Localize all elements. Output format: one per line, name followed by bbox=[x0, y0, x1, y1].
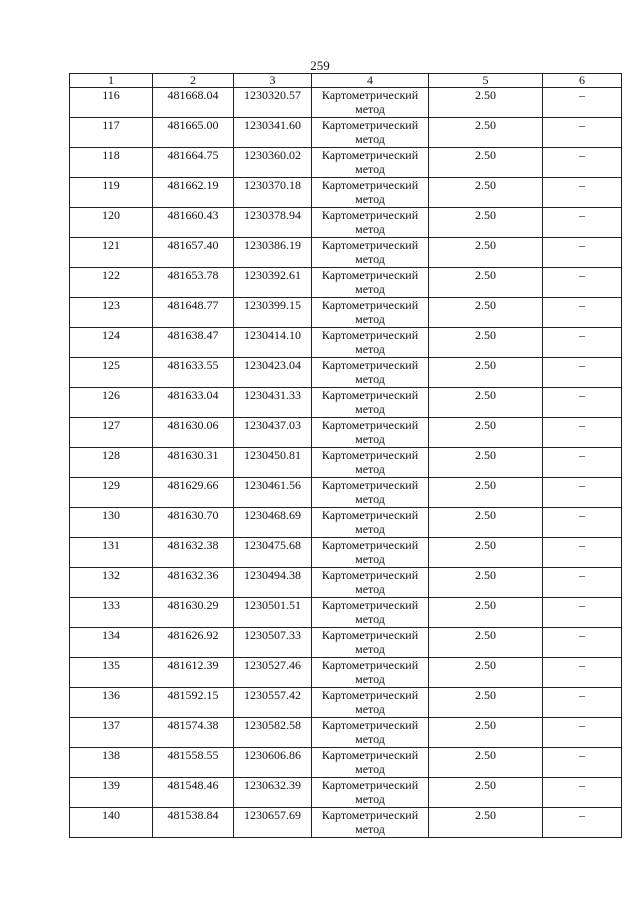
x-coordinate-cell: 481648.77 bbox=[153, 298, 234, 328]
method-line-2: метод bbox=[355, 732, 385, 746]
method-line-2: метод bbox=[355, 162, 385, 176]
table-row bbox=[70, 748, 622, 778]
x-coordinate-cell: 481612.39 bbox=[153, 658, 234, 688]
point-number-cell: 124 bbox=[70, 328, 153, 358]
method-line-2: метод bbox=[355, 762, 385, 776]
y-coordinate-cell: 1230501.51 bbox=[234, 598, 312, 628]
accuracy-cell: 2.50 bbox=[429, 718, 543, 748]
column-header-2: 2 bbox=[153, 74, 234, 88]
table-row bbox=[70, 478, 622, 508]
note-cell: – bbox=[543, 208, 622, 238]
point-number-cell: 128 bbox=[70, 448, 153, 478]
note-cell: – bbox=[543, 298, 622, 328]
note-cell: – bbox=[543, 88, 622, 118]
method-cell bbox=[312, 268, 429, 298]
method-line-2: метод bbox=[355, 342, 385, 356]
note-cell: – bbox=[543, 418, 622, 448]
method-cell bbox=[312, 778, 429, 808]
method-cell bbox=[312, 208, 429, 238]
table-row bbox=[70, 148, 622, 178]
table-row bbox=[70, 178, 622, 208]
y-coordinate-cell: 1230360.02 bbox=[234, 148, 312, 178]
method-cell bbox=[312, 88, 429, 118]
method-line-1: Картометрический bbox=[321, 268, 419, 282]
method-cell bbox=[312, 508, 429, 538]
note-cell: – bbox=[543, 388, 622, 418]
y-coordinate-cell: 1230341.60 bbox=[234, 118, 312, 148]
note-cell: – bbox=[543, 148, 622, 178]
method-line-2: метод bbox=[355, 792, 385, 806]
note-cell: – bbox=[543, 118, 622, 148]
note-cell: – bbox=[543, 658, 622, 688]
y-coordinate-cell: 1230475.68 bbox=[234, 538, 312, 568]
method-line-1: Картометрический bbox=[321, 178, 419, 192]
table-row bbox=[70, 448, 622, 478]
point-number-cell: 125 bbox=[70, 358, 153, 388]
x-coordinate-cell: 481592.15 bbox=[153, 688, 234, 718]
x-coordinate-cell: 481638.47 bbox=[153, 328, 234, 358]
method-line-1: Картометрический bbox=[321, 148, 419, 162]
accuracy-cell: 2.50 bbox=[429, 298, 543, 328]
note-cell: – bbox=[543, 328, 622, 358]
x-coordinate-cell: 481660.43 bbox=[153, 208, 234, 238]
x-coordinate-cell: 481633.55 bbox=[153, 358, 234, 388]
method-cell bbox=[312, 808, 429, 838]
method-line-2: метод bbox=[355, 492, 385, 506]
y-coordinate-cell: 1230494.38 bbox=[234, 568, 312, 598]
method-cell bbox=[312, 598, 429, 628]
table-row bbox=[70, 358, 622, 388]
method-cell bbox=[312, 358, 429, 388]
note-cell: – bbox=[543, 238, 622, 268]
accuracy-cell: 2.50 bbox=[429, 478, 543, 508]
x-coordinate-cell: 481633.04 bbox=[153, 388, 234, 418]
x-coordinate-cell: 481662.19 bbox=[153, 178, 234, 208]
accuracy-cell: 2.50 bbox=[429, 778, 543, 808]
accuracy-cell: 2.50 bbox=[429, 148, 543, 178]
method-line-2: метод bbox=[355, 822, 385, 836]
coordinates-table bbox=[69, 73, 622, 838]
method-line-2: метод bbox=[355, 222, 385, 236]
method-line-2: метод bbox=[355, 552, 385, 566]
method-cell bbox=[312, 568, 429, 598]
x-coordinate-cell: 481548.46 bbox=[153, 778, 234, 808]
point-number-cell: 126 bbox=[70, 388, 153, 418]
method-line-1: Картометрический bbox=[321, 238, 419, 252]
note-cell: – bbox=[543, 748, 622, 778]
x-coordinate-cell: 481558.55 bbox=[153, 748, 234, 778]
point-number-cell: 132 bbox=[70, 568, 153, 598]
method-cell bbox=[312, 238, 429, 268]
x-coordinate-cell: 481632.36 bbox=[153, 568, 234, 598]
accuracy-cell: 2.50 bbox=[429, 688, 543, 718]
accuracy-cell: 2.50 bbox=[429, 448, 543, 478]
point-number-cell: 122 bbox=[70, 268, 153, 298]
point-number-cell: 136 bbox=[70, 688, 153, 718]
point-number-cell: 127 bbox=[70, 418, 153, 448]
point-number-cell: 123 bbox=[70, 298, 153, 328]
note-cell: – bbox=[543, 448, 622, 478]
x-coordinate-cell: 481630.29 bbox=[153, 598, 234, 628]
method-line-1: Картометрический bbox=[321, 448, 419, 462]
table-row bbox=[70, 328, 622, 358]
column-header-4: 4 bbox=[312, 74, 429, 88]
method-line-1: Картометрический bbox=[321, 118, 419, 132]
y-coordinate-cell: 1230450.81 bbox=[234, 448, 312, 478]
method-cell bbox=[312, 628, 429, 658]
y-coordinate-cell: 1230461.56 bbox=[234, 478, 312, 508]
x-coordinate-cell: 481630.31 bbox=[153, 448, 234, 478]
method-line-1: Картометрический bbox=[321, 778, 419, 792]
accuracy-cell: 2.50 bbox=[429, 418, 543, 448]
y-coordinate-cell: 1230437.03 bbox=[234, 418, 312, 448]
y-coordinate-cell: 1230370.18 bbox=[234, 178, 312, 208]
method-line-2: метод bbox=[355, 522, 385, 536]
x-coordinate-cell: 481665.00 bbox=[153, 118, 234, 148]
y-coordinate-cell: 1230527.46 bbox=[234, 658, 312, 688]
column-header-1: 1 bbox=[70, 74, 153, 88]
point-number-cell: 120 bbox=[70, 208, 153, 238]
accuracy-cell: 2.50 bbox=[429, 598, 543, 628]
y-coordinate-cell: 1230386.19 bbox=[234, 238, 312, 268]
x-coordinate-cell: 481653.78 bbox=[153, 268, 234, 298]
table-row bbox=[70, 658, 622, 688]
x-coordinate-cell: 481668.04 bbox=[153, 88, 234, 118]
accuracy-cell: 2.50 bbox=[429, 568, 543, 598]
accuracy-cell: 2.50 bbox=[429, 268, 543, 298]
x-coordinate-cell: 481632.38 bbox=[153, 538, 234, 568]
method-cell bbox=[312, 418, 429, 448]
method-line-2: метод bbox=[355, 432, 385, 446]
accuracy-cell: 2.50 bbox=[429, 208, 543, 238]
note-cell: – bbox=[543, 478, 622, 508]
method-line-1: Картометрический bbox=[321, 358, 419, 372]
method-line-1: Картометрический bbox=[321, 298, 419, 312]
x-coordinate-cell: 481538.84 bbox=[153, 808, 234, 838]
point-number-cell: 118 bbox=[70, 148, 153, 178]
note-cell: – bbox=[543, 598, 622, 628]
point-number-cell: 133 bbox=[70, 598, 153, 628]
method-line-2: метод bbox=[355, 582, 385, 596]
accuracy-cell: 2.50 bbox=[429, 118, 543, 148]
method-line-2: метод bbox=[355, 192, 385, 206]
point-number-cell: 131 bbox=[70, 538, 153, 568]
accuracy-cell: 2.50 bbox=[429, 508, 543, 538]
accuracy-cell: 2.50 bbox=[429, 238, 543, 268]
table-row bbox=[70, 598, 622, 628]
method-line-1: Картометрический bbox=[321, 628, 419, 642]
x-coordinate-cell: 481657.40 bbox=[153, 238, 234, 268]
note-cell: – bbox=[543, 268, 622, 298]
table-row bbox=[70, 568, 622, 598]
y-coordinate-cell: 1230468.69 bbox=[234, 508, 312, 538]
y-coordinate-cell: 1230320.57 bbox=[234, 88, 312, 118]
y-coordinate-cell: 1230399.15 bbox=[234, 298, 312, 328]
method-line-1: Картометрический bbox=[321, 508, 419, 522]
method-line-1: Картометрический bbox=[321, 718, 419, 732]
method-line-2: метод bbox=[355, 372, 385, 386]
y-coordinate-cell: 1230378.94 bbox=[234, 208, 312, 238]
note-cell: – bbox=[543, 778, 622, 808]
accuracy-cell: 2.50 bbox=[429, 88, 543, 118]
method-line-1: Картометрический bbox=[321, 208, 419, 222]
method-line-2: метод bbox=[355, 672, 385, 686]
method-cell bbox=[312, 718, 429, 748]
table-header-row bbox=[70, 74, 622, 88]
column-header-5: 5 bbox=[429, 74, 543, 88]
method-cell bbox=[312, 538, 429, 568]
accuracy-cell: 2.50 bbox=[429, 808, 543, 838]
note-cell: – bbox=[543, 568, 622, 598]
note-cell: – bbox=[543, 178, 622, 208]
method-line-1: Картометрический bbox=[321, 688, 419, 702]
x-coordinate-cell: 481626.92 bbox=[153, 628, 234, 658]
method-line-1: Картометрический bbox=[321, 748, 419, 762]
accuracy-cell: 2.50 bbox=[429, 538, 543, 568]
table-row bbox=[70, 538, 622, 568]
method-cell bbox=[312, 388, 429, 418]
point-number-cell: 117 bbox=[70, 118, 153, 148]
point-number-cell: 140 bbox=[70, 808, 153, 838]
method-line-2: метод bbox=[355, 612, 385, 626]
note-cell: – bbox=[543, 628, 622, 658]
y-coordinate-cell: 1230657.69 bbox=[234, 808, 312, 838]
note-cell: – bbox=[543, 508, 622, 538]
table-row bbox=[70, 268, 622, 298]
y-coordinate-cell: 1230632.39 bbox=[234, 778, 312, 808]
point-number-cell: 129 bbox=[70, 478, 153, 508]
table-row bbox=[70, 718, 622, 748]
method-line-1: Картометрический bbox=[321, 388, 419, 402]
y-coordinate-cell: 1230507.33 bbox=[234, 628, 312, 658]
y-coordinate-cell: 1230423.04 bbox=[234, 358, 312, 388]
table-row bbox=[70, 238, 622, 268]
point-number-cell: 119 bbox=[70, 178, 153, 208]
accuracy-cell: 2.50 bbox=[429, 178, 543, 208]
table-row bbox=[70, 778, 622, 808]
method-line-2: метод bbox=[355, 702, 385, 716]
point-number-cell: 139 bbox=[70, 778, 153, 808]
note-cell: – bbox=[543, 538, 622, 568]
method-cell bbox=[312, 148, 429, 178]
method-line-1: Картометрический bbox=[321, 568, 419, 582]
point-number-cell: 135 bbox=[70, 658, 153, 688]
method-cell bbox=[312, 298, 429, 328]
y-coordinate-cell: 1230392.61 bbox=[234, 268, 312, 298]
method-cell bbox=[312, 178, 429, 208]
method-line-1: Картометрический bbox=[321, 328, 419, 342]
accuracy-cell: 2.50 bbox=[429, 748, 543, 778]
x-coordinate-cell: 481664.75 bbox=[153, 148, 234, 178]
accuracy-cell: 2.50 bbox=[429, 658, 543, 688]
column-header-6: 6 bbox=[543, 74, 622, 88]
method-cell bbox=[312, 658, 429, 688]
table-row bbox=[70, 208, 622, 238]
table-row bbox=[70, 808, 622, 838]
method-cell bbox=[312, 748, 429, 778]
accuracy-cell: 2.50 bbox=[429, 328, 543, 358]
table-row bbox=[70, 298, 622, 328]
y-coordinate-cell: 1230582.58 bbox=[234, 718, 312, 748]
method-line-1: Картометрический bbox=[321, 598, 419, 612]
table-row bbox=[70, 688, 622, 718]
method-line-2: метод bbox=[355, 402, 385, 416]
note-cell: – bbox=[543, 358, 622, 388]
point-number-cell: 137 bbox=[70, 718, 153, 748]
page-number: 259 bbox=[310, 58, 330, 73]
y-coordinate-cell: 1230414.10 bbox=[234, 328, 312, 358]
method-line-2: метод bbox=[355, 102, 385, 116]
note-cell: – bbox=[543, 718, 622, 748]
table-row bbox=[70, 88, 622, 118]
method-line-1: Картометрический bbox=[321, 808, 419, 822]
method-line-2: метод bbox=[355, 312, 385, 326]
table-body bbox=[70, 88, 622, 838]
note-cell: – bbox=[543, 688, 622, 718]
point-number-cell: 134 bbox=[70, 628, 153, 658]
method-line-1: Картометрический bbox=[321, 478, 419, 492]
method-line-2: метод bbox=[355, 642, 385, 656]
method-line-2: метод bbox=[355, 462, 385, 476]
table-row bbox=[70, 418, 622, 448]
method-line-1: Картометрический bbox=[321, 88, 419, 102]
x-coordinate-cell: 481574.38 bbox=[153, 718, 234, 748]
method-cell bbox=[312, 688, 429, 718]
table-row bbox=[70, 388, 622, 418]
x-coordinate-cell: 481629.66 bbox=[153, 478, 234, 508]
table-row bbox=[70, 628, 622, 658]
table-row bbox=[70, 118, 622, 148]
y-coordinate-cell: 1230431.33 bbox=[234, 388, 312, 418]
accuracy-cell: 2.50 bbox=[429, 388, 543, 418]
method-cell bbox=[312, 448, 429, 478]
x-coordinate-cell: 481630.06 bbox=[153, 418, 234, 448]
y-coordinate-cell: 1230606.86 bbox=[234, 748, 312, 778]
y-coordinate-cell: 1230557.42 bbox=[234, 688, 312, 718]
accuracy-cell: 2.50 bbox=[429, 358, 543, 388]
point-number-cell: 130 bbox=[70, 508, 153, 538]
column-header-3: 3 bbox=[234, 74, 312, 88]
method-line-2: метод bbox=[355, 252, 385, 266]
point-number-cell: 116 bbox=[70, 88, 153, 118]
x-coordinate-cell: 481630.70 bbox=[153, 508, 234, 538]
point-number-cell: 121 bbox=[70, 238, 153, 268]
method-cell bbox=[312, 118, 429, 148]
accuracy-cell: 2.50 bbox=[429, 628, 543, 658]
method-line-1: Картометрический bbox=[321, 538, 419, 552]
point-number-cell: 138 bbox=[70, 748, 153, 778]
method-line-1: Картометрический bbox=[321, 658, 419, 672]
method-cell bbox=[312, 478, 429, 508]
method-line-2: метод bbox=[355, 282, 385, 296]
table-row bbox=[70, 508, 622, 538]
method-line-1: Картометрический bbox=[321, 418, 419, 432]
note-cell: – bbox=[543, 808, 622, 838]
method-line-2: метод bbox=[355, 132, 385, 146]
method-cell bbox=[312, 328, 429, 358]
